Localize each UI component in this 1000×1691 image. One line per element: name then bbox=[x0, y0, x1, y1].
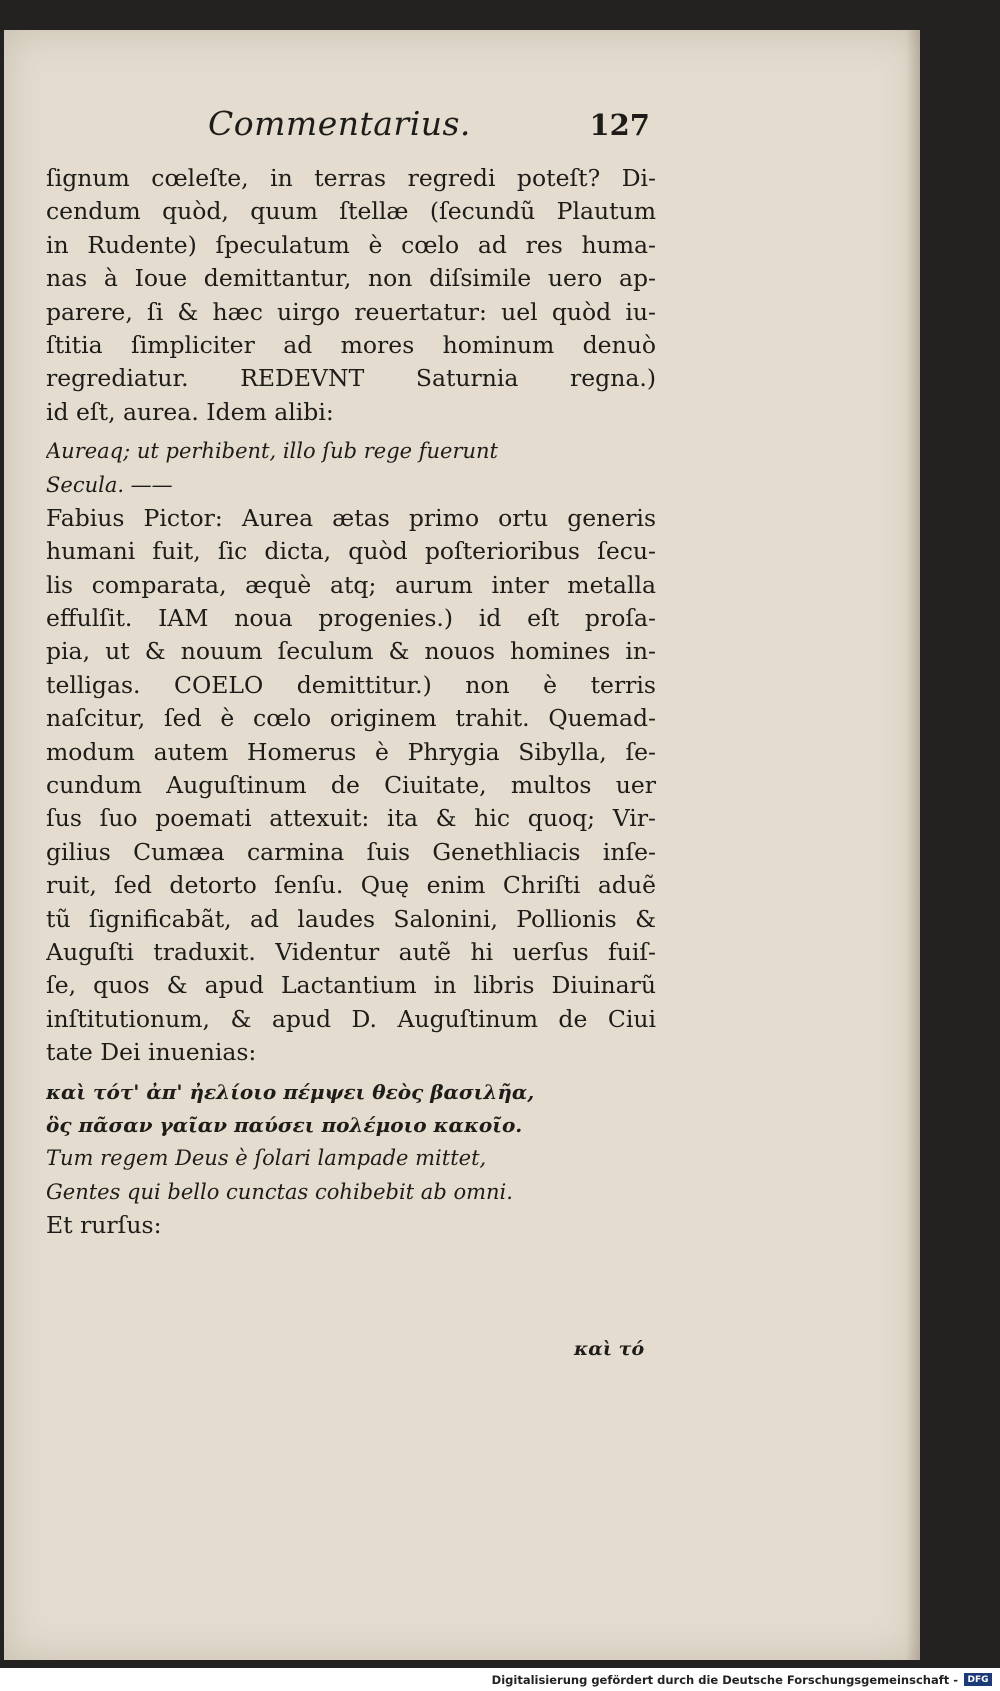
text-line: id eſt, aurea. Idem alibi: bbox=[46, 397, 334, 426]
text-line: ruit, ſed detorto ſenſu. Quę enim Chriſti aduẽ bbox=[46, 871, 656, 900]
book-page bbox=[4, 30, 920, 1660]
verse-line: Aureaq; ut perhibent, illo ſub rege fuerunt bbox=[46, 439, 498, 464]
dfg-logo: DFG bbox=[964, 1673, 992, 1686]
page-number: 127 bbox=[589, 108, 650, 142]
text-line: ſtitia ſimpliciter ad mores hominum denuò bbox=[46, 330, 656, 359]
text-line: nas à Ioue demittantur, non diſsimile uero ap- bbox=[46, 264, 656, 293]
text-line: lis comparata, æquè atq; aurum inter metalla bbox=[46, 570, 656, 599]
verse-line: Tum regem Deus è ſolari lampade mittet, bbox=[46, 1146, 487, 1171]
text-line: modum autem Homerus è Phrygia Sibylla, ſe- bbox=[46, 737, 656, 766]
catchword: καὶ τό bbox=[574, 1338, 645, 1360]
text-line: cendum quòd, quum ſtellæ (ſecundũ Plautum bbox=[46, 197, 656, 226]
text-line: naſcitur, ſed è cœlo originem trahit. Quemad- bbox=[46, 704, 656, 733]
text-line: tate Dei inuenias: bbox=[46, 1038, 257, 1067]
text-line: ſignum cœleſte, in terras regredi poteſt? Di- bbox=[46, 164, 656, 192]
text-line: Fabius Pictor: Aurea ætas primo ortu generis bbox=[46, 503, 656, 532]
closing-line: Et rurſus: bbox=[46, 1211, 162, 1240]
text-line: ſus ſuo poemati attexuit: ita & hic quoq; Vir- bbox=[46, 804, 656, 833]
greek-verse-line: ὃς πᾶσαν γαῖαν παύσει πολέμοιο κακοῖο. bbox=[46, 1112, 523, 1137]
commentary-text bbox=[46, 162, 656, 1243]
text-line: pia, ut & nouum ſeculum & nouos homines in- bbox=[46, 637, 656, 666]
funding-notice: Digitalisierung gefördert durch die Deutsche Forschungsgemeinschaft - bbox=[491, 1672, 958, 1687]
text-line: effulſit. IAM noua progenies.) id eſt proſa- bbox=[46, 604, 656, 633]
page-edge-shadow bbox=[906, 30, 920, 1660]
text-line: in Rudente) ſpeculatum è cœlo ad res huma- bbox=[46, 230, 656, 259]
verse-line: Secula. —— bbox=[46, 472, 173, 497]
text-line: regrediatur. REDEVNT Saturnia regna.) bbox=[46, 364, 656, 393]
running-head-title: Commentarius. bbox=[208, 104, 471, 143]
text-line: ſe, quos & apud Lactantium in libris Diuinarũ bbox=[46, 971, 656, 1000]
text-block bbox=[46, 104, 656, 1243]
text-line: Auguſti traduxit. Videntur autẽ hi uerſus fuiſ- bbox=[46, 937, 656, 966]
footer-bar bbox=[0, 1668, 1000, 1691]
text-line: gilius Cumæa carmina ſuis Genethliacis inſe- bbox=[46, 837, 656, 866]
running-head bbox=[46, 104, 656, 162]
text-line: humani fuit, ſic dicta, quòd poſterioribus ſecu- bbox=[46, 537, 656, 566]
text-line: tũ ſignificabãt, ad laudes Salonini, Pollionis & bbox=[46, 904, 656, 933]
text-line: cundum Auguſtinum de Ciuitate, multos uer bbox=[46, 771, 656, 800]
text-line: parere, ſi & hæc uirgo reuertatur: uel quòd iu- bbox=[46, 297, 656, 326]
verse-line: Gentes qui bello cunctas cohibebit ab omni. bbox=[46, 1179, 513, 1204]
text-line: telligas. COELO demittitur.) non è terris bbox=[46, 670, 656, 699]
greek-verse-line: καὶ τότ' ἀπ' ἠελίοιο πέμψει θεὸς βασιλῆα, bbox=[46, 1079, 535, 1104]
text-line: inſtitutionum, & apud D. Auguſtinum de Ciui bbox=[46, 1004, 656, 1033]
